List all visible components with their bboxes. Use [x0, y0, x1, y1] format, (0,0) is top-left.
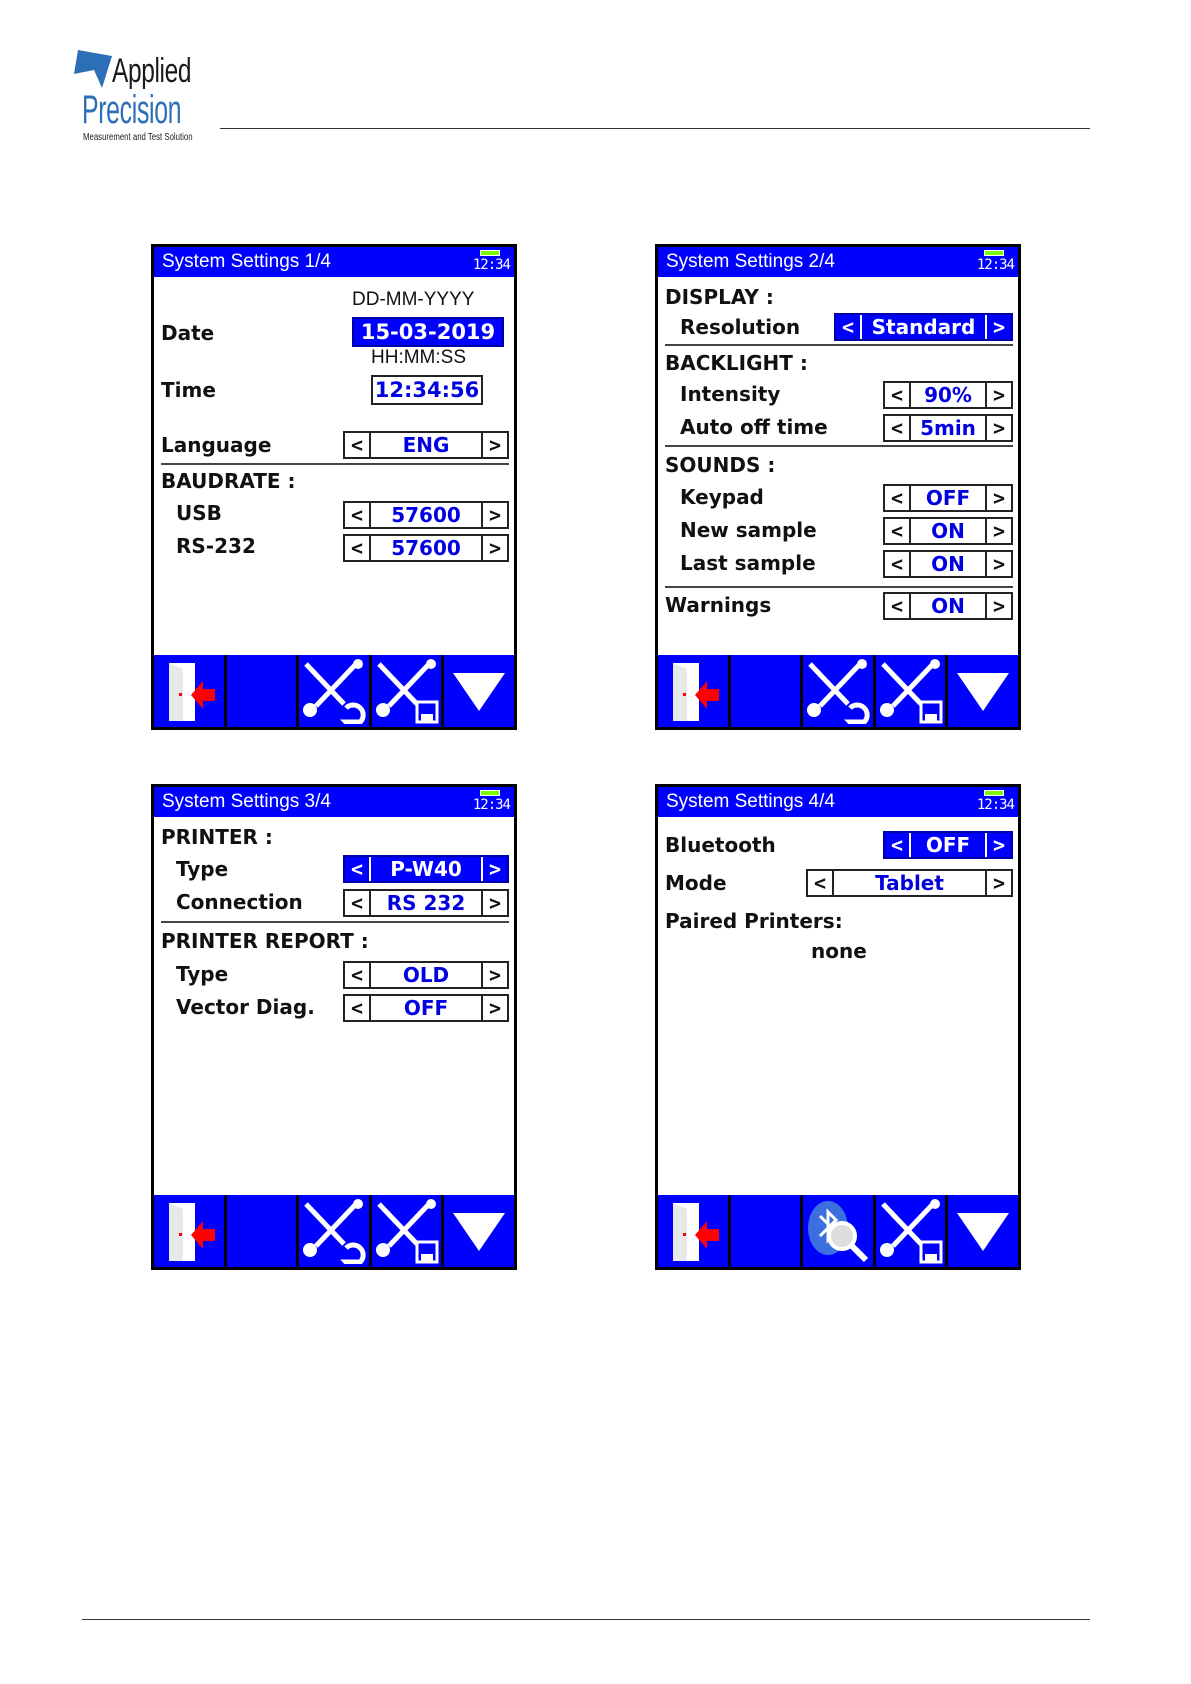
- next-page-button[interactable]: [444, 1195, 514, 1267]
- exit-door-icon: [663, 1199, 723, 1263]
- divider: [161, 463, 509, 465]
- tools-save-icon: [373, 1198, 441, 1264]
- company-logo: [70, 46, 220, 146]
- down-arrow-icon: [953, 667, 1013, 715]
- screen-content: [154, 817, 514, 1195]
- logo-text-precision: Precision: [82, 88, 182, 132]
- language-value: ENG: [402, 433, 450, 457]
- next-arrow[interactable]: >: [481, 433, 507, 457]
- battery-icon: [984, 250, 1004, 256]
- save-settings-button[interactable]: [372, 655, 445, 727]
- tools-undo-icon: [804, 658, 872, 724]
- resolution-value: Standard: [871, 315, 976, 339]
- tools-undo-icon: [300, 1198, 368, 1264]
- prev-arrow[interactable]: <: [808, 871, 834, 895]
- next-arrow[interactable]: >: [985, 519, 1011, 543]
- divider: [665, 586, 1013, 588]
- down-arrow-icon: [449, 1207, 509, 1255]
- exit-button[interactable]: [154, 1195, 227, 1267]
- printer-type-value: P-W40: [390, 857, 462, 881]
- bottom-toolbar: [154, 655, 514, 727]
- new-sample-sound-value: ON: [931, 519, 965, 543]
- tools-undo-icon: [300, 658, 368, 724]
- printer-type-label: Type: [176, 857, 229, 881]
- keypad-label: Keypad: [680, 485, 764, 509]
- status-clock: [470, 790, 510, 814]
- title-bar: [154, 247, 514, 277]
- resolution-label: Resolution: [680, 315, 801, 339]
- prev-arrow[interactable]: <: [345, 996, 371, 1020]
- warnings-selector[interactable]: [883, 592, 1013, 620]
- next-arrow[interactable]: >: [481, 536, 507, 560]
- screen-content: [658, 817, 1018, 1195]
- language-label: Language: [161, 433, 272, 457]
- screen-system-settings-1: [151, 244, 517, 730]
- logo-mark-icon: [72, 48, 116, 92]
- next-arrow[interactable]: >: [481, 503, 507, 527]
- keypad-sound-selector[interactable]: [883, 484, 1013, 512]
- title-bar: [658, 247, 1018, 277]
- bottom-toolbar: [154, 1195, 514, 1267]
- down-arrow-icon: [449, 667, 509, 715]
- date-label: Date: [161, 321, 215, 345]
- intensity-value: 90%: [924, 383, 972, 407]
- usb-baud-selector[interactable]: [343, 501, 509, 529]
- empty-slot: [227, 1195, 300, 1267]
- next-page-button[interactable]: [444, 655, 514, 727]
- paired-printers-value: none: [811, 939, 867, 963]
- baudrate-heading: BAUDRATE :: [161, 469, 296, 493]
- prev-arrow[interactable]: <: [885, 416, 911, 440]
- battery-icon: [480, 790, 500, 796]
- next-arrow[interactable]: >: [985, 871, 1011, 895]
- new-sample-label: New sample: [680, 518, 817, 542]
- mode-value: Tablet: [875, 871, 944, 895]
- tools-save-icon: [877, 658, 945, 724]
- printer-type-selector[interactable]: [343, 855, 509, 883]
- screen-system-settings-2: [655, 244, 1021, 730]
- status-clock: [470, 250, 510, 274]
- new-sample-sound-selector[interactable]: [883, 517, 1013, 545]
- prev-arrow[interactable]: <: [345, 857, 371, 881]
- report-type-selector[interactable]: [343, 961, 509, 989]
- next-arrow[interactable]: >: [481, 996, 507, 1020]
- backlight-heading: BACKLIGHT :: [665, 351, 808, 375]
- divider: [665, 344, 1013, 346]
- clock-text: 12:34: [976, 257, 1014, 273]
- prev-arrow[interactable]: <: [345, 433, 371, 457]
- report-type-value: OLD: [402, 963, 450, 987]
- battery-icon: [984, 790, 1004, 796]
- bottom-toolbar: [658, 655, 1018, 727]
- next-arrow[interactable]: >: [985, 486, 1011, 510]
- clock-text: 12:34: [472, 257, 510, 273]
- bottom-toolbar: [658, 1195, 1018, 1267]
- rs232-label: RS-232: [176, 534, 256, 558]
- rs232-baud-selector[interactable]: [343, 534, 509, 562]
- vector-diag-label: Vector Diag.: [176, 995, 315, 1019]
- empty-slot: [731, 1195, 804, 1267]
- prev-arrow[interactable]: <: [885, 552, 911, 576]
- prev-arrow[interactable]: <: [345, 536, 371, 560]
- divider: [161, 921, 509, 923]
- logo-tagline: Measurement and Test Solution: [83, 132, 193, 143]
- date-field[interactable]: 15-03-2019: [352, 317, 504, 347]
- screen-system-settings-4: [655, 784, 1021, 1270]
- screen-content: [658, 277, 1018, 655]
- next-arrow[interactable]: >: [985, 315, 1011, 339]
- sounds-heading: SOUNDS :: [665, 453, 776, 477]
- save-settings-button[interactable]: [876, 655, 949, 727]
- next-arrow[interactable]: >: [985, 594, 1011, 618]
- logo-text-applied: Applied: [112, 52, 192, 90]
- status-clock: [974, 250, 1014, 274]
- prev-arrow[interactable]: <: [885, 833, 911, 857]
- display-heading: DISPLAY :: [665, 285, 774, 309]
- next-arrow[interactable]: >: [985, 383, 1011, 407]
- next-arrow[interactable]: >: [985, 833, 1011, 857]
- next-arrow[interactable]: >: [481, 891, 507, 915]
- auto-off-label: Auto off time: [680, 415, 828, 439]
- auto-off-selector[interactable]: [883, 414, 1013, 442]
- next-page-button[interactable]: [948, 1195, 1018, 1267]
- bluetooth-search-button[interactable]: [803, 1195, 876, 1267]
- prev-arrow[interactable]: <: [885, 519, 911, 543]
- exit-button[interactable]: [658, 1195, 731, 1267]
- restore-defaults-button[interactable]: [299, 655, 372, 727]
- empty-slot: [227, 655, 300, 727]
- rs232-baud-value: 57600: [391, 536, 461, 560]
- exit-door-icon: [159, 1199, 219, 1263]
- footer-divider: [82, 1619, 1090, 1620]
- connection-label: Connection: [176, 890, 303, 914]
- bluetooth-label: Bluetooth: [665, 833, 776, 857]
- intensity-label: Intensity: [680, 382, 781, 406]
- battery-icon: [480, 250, 500, 256]
- screen-title: System Settings 4/4: [666, 791, 835, 812]
- title-bar: [658, 787, 1018, 817]
- resolution-selector[interactable]: [834, 313, 1013, 341]
- warnings-value: ON: [931, 594, 965, 618]
- vector-diag-value: OFF: [403, 996, 449, 1020]
- prev-arrow[interactable]: <: [836, 315, 862, 339]
- printer-report-heading: PRINTER REPORT :: [161, 929, 369, 953]
- clock-text: 12:34: [976, 797, 1014, 813]
- connection-value: RS 232: [386, 891, 466, 915]
- intensity-selector[interactable]: [883, 381, 1013, 409]
- next-page-button[interactable]: [948, 655, 1018, 727]
- warnings-label: Warnings: [665, 593, 772, 617]
- screen-title: System Settings 3/4: [162, 791, 331, 812]
- language-selector[interactable]: [343, 431, 509, 459]
- keypad-sound-value: OFF: [925, 486, 971, 510]
- printer-heading: PRINTER :: [161, 825, 273, 849]
- time-field[interactable]: 12:34:56: [371, 375, 483, 405]
- exit-button[interactable]: [658, 655, 731, 727]
- bluetooth-selector[interactable]: [883, 831, 1013, 859]
- auto-off-value: 5min: [920, 416, 976, 440]
- prev-arrow[interactable]: <: [885, 383, 911, 407]
- mode-label: Mode: [665, 871, 727, 895]
- usb-label: USB: [176, 501, 222, 525]
- prev-arrow[interactable]: <: [345, 963, 371, 987]
- screen-title: System Settings 1/4: [162, 251, 331, 272]
- connection-selector[interactable]: [343, 889, 509, 917]
- header-divider: [220, 128, 1090, 129]
- last-sample-label: Last sample: [680, 551, 816, 575]
- paired-printers-label: Paired Printers:: [665, 909, 843, 933]
- down-arrow-icon: [953, 1207, 1013, 1255]
- prev-arrow[interactable]: <: [885, 486, 911, 510]
- vector-diag-selector[interactable]: [343, 994, 509, 1022]
- save-settings-button[interactable]: [876, 1195, 949, 1267]
- divider: [665, 445, 1013, 447]
- screen-system-settings-3: [151, 784, 517, 1270]
- last-sample-sound-selector[interactable]: [883, 550, 1013, 578]
- restore-defaults-button[interactable]: [299, 1195, 372, 1267]
- save-settings-button[interactable]: [372, 1195, 445, 1267]
- clock-text: 12:34: [472, 797, 510, 813]
- tools-save-icon: [877, 1198, 945, 1264]
- tools-save-icon: [373, 658, 441, 724]
- screen-content: [154, 277, 514, 655]
- restore-defaults-button[interactable]: [803, 655, 876, 727]
- date-format-hint: DD-MM-YYYY: [352, 289, 475, 310]
- empty-slot: [731, 655, 804, 727]
- prev-arrow[interactable]: <: [885, 594, 911, 618]
- next-arrow[interactable]: >: [481, 963, 507, 987]
- bluetooth-search-icon: [804, 1198, 872, 1264]
- last-sample-sound-value: ON: [931, 552, 965, 576]
- status-clock: [974, 790, 1014, 814]
- exit-door-icon: [663, 659, 723, 723]
- bluetooth-value: OFF: [925, 833, 971, 857]
- usb-baud-value: 57600: [391, 503, 461, 527]
- next-arrow[interactable]: >: [985, 552, 1011, 576]
- prev-arrow[interactable]: <: [345, 503, 371, 527]
- report-type-label: Type: [176, 962, 229, 986]
- time-label: Time: [161, 378, 216, 402]
- exit-button[interactable]: [154, 655, 227, 727]
- time-format-hint: HH:MM:SS: [371, 347, 466, 368]
- next-arrow[interactable]: >: [985, 416, 1011, 440]
- title-bar: [154, 787, 514, 817]
- exit-door-icon: [159, 659, 219, 723]
- mode-selector[interactable]: [806, 869, 1013, 897]
- next-arrow[interactable]: >: [481, 857, 507, 881]
- screen-title: System Settings 2/4: [666, 251, 835, 272]
- prev-arrow[interactable]: <: [345, 891, 371, 915]
